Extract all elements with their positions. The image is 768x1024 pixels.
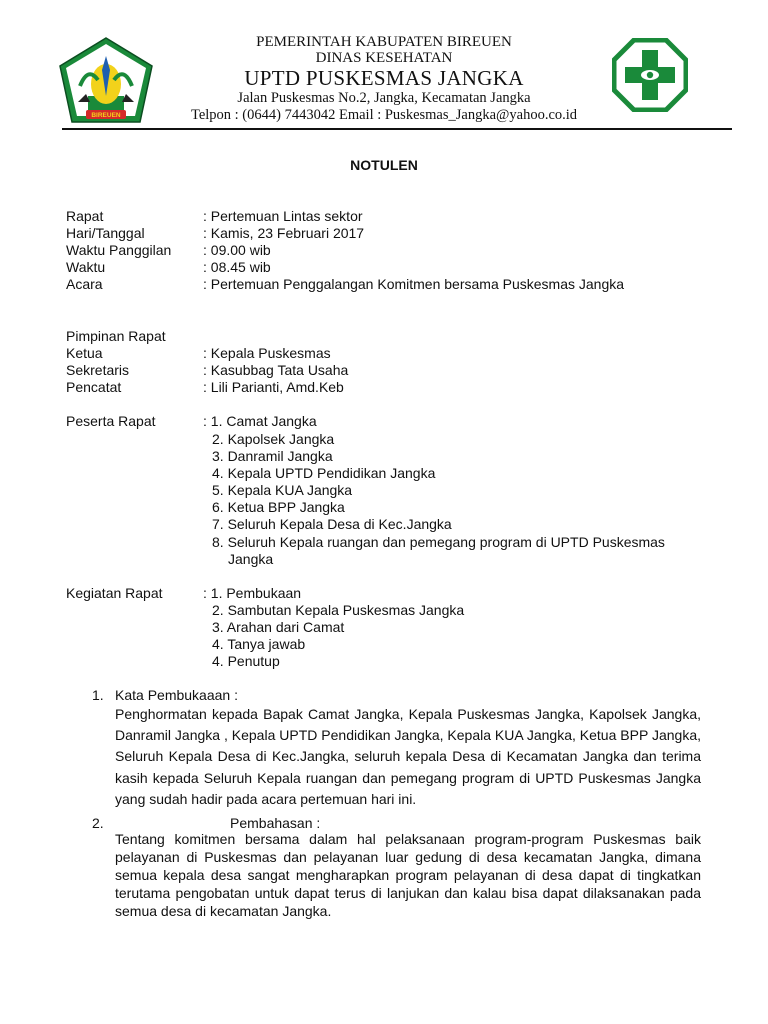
header-department: DINAS KESEHATAN [315, 50, 453, 66]
emblem-text: BIREUEN [91, 112, 121, 119]
meeting-label: Acara [66, 276, 103, 292]
header-government: PEMERINTAH KABUPATEN BIREUEN [256, 34, 512, 50]
meeting-label: Waktu [66, 259, 106, 275]
bireuen-emblem-icon [58, 36, 154, 124]
header-contact: Telpon : (0644) 7443042 Email : Puskesmas_Jangka@yahoo.co.id [190, 107, 578, 123]
leader-value: : Kepala Puskesmas [203, 345, 331, 361]
participant-item: 5. Kepala KUA Jangka [212, 482, 353, 498]
section-2-heading: Pembahasan : [230, 815, 321, 831]
meeting-label: Waktu Panggilan [66, 242, 172, 258]
section-1-body: Penghormatan kepada Bapak Camat Jangka, Kepala Puskesmas Jangka, Kapolsek Jangka, Danramil Jangka , Kepala UPTD Pendidikan Jangka, Kepala KUA Jangka, Ketua BPP Jangka, Seluruh Kepala Desa di Kec.Jangka, seluruh kepala Desa di Kecamatan Jangka dan terima kasih kepada Seluruh Kepala ruangan dan pemegang program di UPTD Puskesmas Jangka yang sudah hadir pada acara pertemuan hari ini. [115, 706, 701, 807]
participant-item: 8. Seluruh Kepala ruangan dan pemegang program di UPTD Puskesmas [212, 534, 665, 550]
participant-item: 7. Seluruh Kepala Desa di Kec.Jangka [212, 516, 452, 532]
activity-item: 2. Sambutan Kepala Puskesmas Jangka [212, 602, 465, 618]
section-1-heading: Kata Pembukaaan : [115, 687, 238, 703]
header-institution: UPTD PUSKESMAS JANGKA [244, 66, 524, 90]
meeting-label: Rapat [66, 208, 104, 224]
participants-label: Peserta Rapat [66, 413, 156, 429]
leader-value: : Kasubbag Tata Usaha [203, 362, 349, 378]
activity-item: 4. Penutup [212, 653, 280, 669]
activities-label: Kegiatan Rapat [66, 585, 163, 601]
header-divider [62, 128, 732, 130]
leader-label: Ketua [66, 345, 103, 361]
section-2-number: 2. [92, 815, 104, 831]
leader-label: Sekretaris [66, 362, 130, 378]
participant-item-continuation: Jangka [228, 551, 274, 567]
section-2-body: Tentang komitmen bersama dalam hal pelaksanaan program-program Puskesmas baik pelayanan di Puskesmas dan pelayanan luar gedung di desa kecamatan Jangka, dimana semua kepala desa sangat mengharapkan program pelayanan di desa dapat di tingkatkan terutama pengobatan untuk dapat terus di lanjukan dan kalau bisa dapat dilaksanakan pada semua desa di kecamatan Jangka. [115, 831, 701, 919]
participant-item: 3. Danramil Jangka [212, 448, 333, 464]
meeting-value: : Pertemuan Lintas sektor [203, 208, 363, 224]
leader-label: Pencatat [66, 379, 122, 395]
activity-item: : 1. Pembukaan [203, 585, 302, 601]
meeting-value: : 08.45 wib [203, 259, 271, 275]
participant-item: 4. Kepala UPTD Pendidikan Jangka [212, 465, 436, 481]
section-1-number: 1. [92, 687, 104, 703]
participant-item: 6. Ketua BPP Jangka [212, 499, 345, 515]
participant-item: 2. Kapolsek Jangka [212, 431, 335, 447]
meeting-label: Hari/Tanggal [66, 225, 145, 241]
meeting-value: : Kamis, 23 Februari 2017 [203, 225, 365, 241]
activity-item: 3. Arahan dari Camat [212, 619, 345, 635]
puskesmas-cross-icon [612, 38, 688, 112]
meeting-value: : 09.00 wib [203, 242, 271, 258]
document-title: NOTULEN [350, 157, 418, 173]
activity-item: 4. Tanya jawab [212, 636, 306, 652]
leader-value: : Lili Parianti, Amd.Keb [203, 379, 344, 395]
header-address: Jalan Puskesmas No.2, Jangka, Kecamatan Jangka [237, 90, 531, 106]
meeting-value: : Pertemuan Penggalangan Komitmen bersama Puskesmas Jangka [203, 276, 625, 292]
participant-item: : 1. Camat Jangka [203, 413, 317, 429]
document-page: BIREUEN PEMERINTAH KABUPATEN BIREUEN DINAS KESEHATAN UPTD PUSKESMAS JANGKA Jalan Puskesmas No.2, Jangka, Kecamatan Jangka Telpon : (0644) 7443042 Email : Puskesmas_Jangka@yahoo.co.id NOTULEN Rapat : Pertemuan Lintas sektor Hari/Tanggal : Kamis, 23 Februari 2017 Waktu Panggilan : 09.00 wib Waktu : 08.45 wib Acara : Pertemuan Penggalangan Komitmen bersama Puskesmas Jangka Pimpinan Rapat Ketua : Kepala Puskesmas Sekretaris : Kasubbag Tata Usaha Pencatat : Lili Parianti, Amd.Keb Peserta Rapat : 1. Camat Jangka 2. Kapolsek Jangka 3. Danramil Jangka 4. Kepala UPTD Pendidikan Jangka 5. Kepala KUA Jangka 6. Ketua BPP Jangka 7. Seluruh Kepala Desa di Kec.Jangka 8. Seluruh Kepala ruangan dan pemegang program di UPTD Puskesmas Jangka Kegiatan Rapat : 1. Pembukaan 2. Sambutan Kepala Puskesmas Jangka 3. Arahan dari Camat 4. Tanya jawab 4. Penutup 1. Kata Pembukaaan : Penghormatan kepada Bapak Camat Jangka, Kepala Puskesmas Jangka, Kapolsek Jangka, Danramil Jangka , Kepala UPTD Pendidikan Jangka, Kepala KUA Jangka, Ketua BPP Jangka, Seluruh Kepala Desa di Kec.Jangka, seluruh kepala Desa di Kecamatan Jangka dan terima kasih kepada Seluruh Kepala ruangan dan pemegang program di UPTD Puskesmas Jangka yang sudah hadir pada acara pertemuan hari ini. 2. Pembahasan : Tentang komitmen bersama dalam hal pelaksanaan program-program Puskesmas baik pelayanan di Puskesmas dan pelayanan luar gedung di desa kecamatan Jangka, dimana semua kepala desa sangat mengharapkan program pelayanan di desa dapat di tingkatkan terutama pengobatan untuk dapat terus di lanjukan dan kalau bisa dapat dilaksanakan pada semua desa di kecamatan Jangka. [0, 0, 768, 1024]
